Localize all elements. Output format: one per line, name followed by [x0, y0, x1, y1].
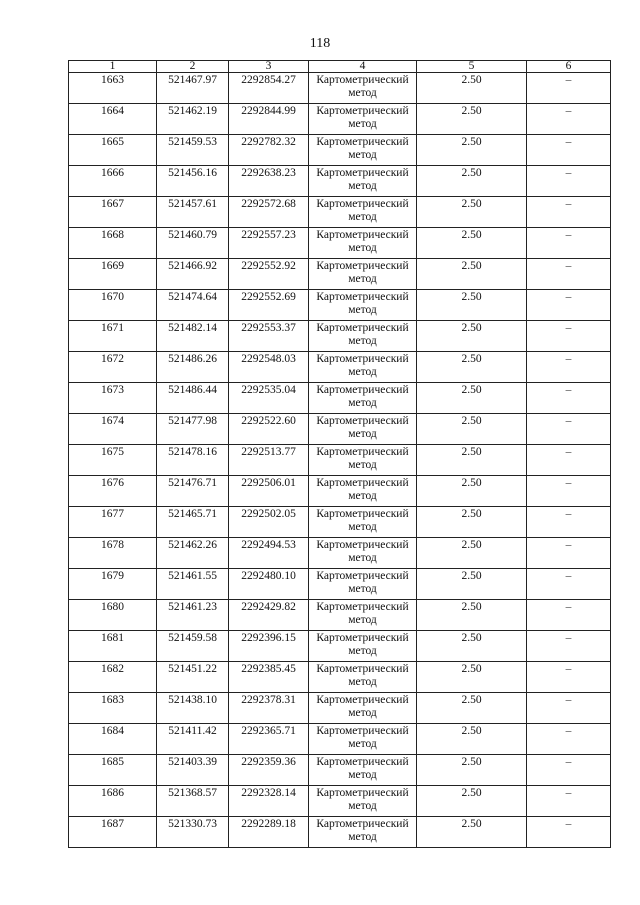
table-row — [69, 352, 611, 383]
table-row — [69, 321, 611, 352]
method-cell: Картометрический метод — [309, 600, 417, 631]
table-row — [69, 228, 611, 259]
method-cell: Картометрический метод — [309, 724, 417, 755]
note-cell: – — [527, 631, 611, 662]
precision-cell: 2.50 — [417, 352, 527, 383]
precision-cell: 2.50 — [417, 786, 527, 817]
note-cell: – — [527, 73, 611, 104]
x-coordinate-cell: 521438.10 — [157, 693, 229, 724]
point-number-cell: 1687 — [69, 817, 157, 848]
coordinates-table — [68, 60, 611, 848]
y-coordinate-cell: 2292638.23 — [229, 166, 309, 197]
precision-cell: 2.50 — [417, 197, 527, 228]
table-row — [69, 755, 611, 786]
method-cell: Картометрический метод — [309, 631, 417, 662]
note-cell: – — [527, 445, 611, 476]
point-number-cell: 1678 — [69, 538, 157, 569]
table-row — [69, 538, 611, 569]
y-coordinate-cell: 2292359.36 — [229, 755, 309, 786]
table-body — [69, 73, 611, 848]
x-coordinate-cell: 521486.44 — [157, 383, 229, 414]
x-coordinate-cell: 521476.71 — [157, 476, 229, 507]
method-cell: Картометрический метод — [309, 259, 417, 290]
table-row — [69, 290, 611, 321]
note-cell: – — [527, 135, 611, 166]
method-cell: Картометрический метод — [309, 228, 417, 259]
table-row — [69, 259, 611, 290]
note-cell: – — [527, 259, 611, 290]
method-cell: Картометрический метод — [309, 166, 417, 197]
precision-cell: 2.50 — [417, 414, 527, 445]
precision-cell: 2.50 — [417, 383, 527, 414]
table-row — [69, 414, 611, 445]
method-cell: Картометрический метод — [309, 414, 417, 445]
note-cell: – — [527, 197, 611, 228]
method-cell: Картометрический метод — [309, 693, 417, 724]
method-cell: Картометрический метод — [309, 290, 417, 321]
precision-cell: 2.50 — [417, 817, 527, 848]
column-header-1: 1 — [69, 61, 157, 73]
column-header-6: 6 — [527, 61, 611, 73]
note-cell: – — [527, 321, 611, 352]
method-cell: Картометрический метод — [309, 445, 417, 476]
table-row — [69, 166, 611, 197]
precision-cell: 2.50 — [417, 445, 527, 476]
point-number-cell: 1669 — [69, 259, 157, 290]
method-cell: Картометрический метод — [309, 507, 417, 538]
y-coordinate-cell: 2292289.18 — [229, 817, 309, 848]
precision-cell: 2.50 — [417, 228, 527, 259]
table-row — [69, 724, 611, 755]
y-coordinate-cell: 2292548.03 — [229, 352, 309, 383]
y-coordinate-cell: 2292557.23 — [229, 228, 309, 259]
point-number-cell: 1679 — [69, 569, 157, 600]
note-cell: – — [527, 786, 611, 817]
y-coordinate-cell: 2292429.82 — [229, 600, 309, 631]
column-header-3: 3 — [229, 61, 309, 73]
method-cell: Картометрический метод — [309, 569, 417, 600]
table-row — [69, 693, 611, 724]
note-cell: – — [527, 414, 611, 445]
point-number-cell: 1677 — [69, 507, 157, 538]
header-row — [69, 61, 611, 73]
precision-cell: 2.50 — [417, 290, 527, 321]
precision-cell: 2.50 — [417, 73, 527, 104]
x-coordinate-cell: 521368.57 — [157, 786, 229, 817]
y-coordinate-cell: 2292844.99 — [229, 104, 309, 135]
point-number-cell: 1673 — [69, 383, 157, 414]
method-cell: Картометрический метод — [309, 817, 417, 848]
note-cell: – — [527, 569, 611, 600]
method-cell: Картометрический метод — [309, 662, 417, 693]
point-number-cell: 1675 — [69, 445, 157, 476]
note-cell: – — [527, 817, 611, 848]
table-row — [69, 817, 611, 848]
x-coordinate-cell: 521486.26 — [157, 352, 229, 383]
point-number-cell: 1674 — [69, 414, 157, 445]
precision-cell: 2.50 — [417, 104, 527, 135]
point-number-cell: 1666 — [69, 166, 157, 197]
column-header-4: 4 — [309, 61, 417, 73]
y-coordinate-cell: 2292854.27 — [229, 73, 309, 104]
note-cell: – — [527, 693, 611, 724]
note-cell: – — [527, 352, 611, 383]
x-coordinate-cell: 521403.39 — [157, 755, 229, 786]
y-coordinate-cell: 2292396.15 — [229, 631, 309, 662]
method-cell: Картометрический метод — [309, 104, 417, 135]
precision-cell: 2.50 — [417, 600, 527, 631]
note-cell: – — [527, 755, 611, 786]
x-coordinate-cell: 521451.22 — [157, 662, 229, 693]
point-number-cell: 1671 — [69, 321, 157, 352]
method-cell: Картометрический метод — [309, 383, 417, 414]
table-row — [69, 600, 611, 631]
note-cell: – — [527, 166, 611, 197]
y-coordinate-cell: 2292378.31 — [229, 693, 309, 724]
point-number-cell: 1664 — [69, 104, 157, 135]
point-number-cell: 1665 — [69, 135, 157, 166]
y-coordinate-cell: 2292385.45 — [229, 662, 309, 693]
method-cell: Картометрический метод — [309, 321, 417, 352]
note-cell: – — [527, 662, 611, 693]
table-row — [69, 569, 611, 600]
x-coordinate-cell: 521460.79 — [157, 228, 229, 259]
method-cell: Картометрический метод — [309, 73, 417, 104]
x-coordinate-cell: 521467.97 — [157, 73, 229, 104]
point-number-cell: 1670 — [69, 290, 157, 321]
point-number-cell: 1676 — [69, 476, 157, 507]
x-coordinate-cell: 521462.26 — [157, 538, 229, 569]
table-header — [69, 61, 611, 73]
y-coordinate-cell: 2292553.37 — [229, 321, 309, 352]
y-coordinate-cell: 2292502.05 — [229, 507, 309, 538]
y-coordinate-cell: 2292572.68 — [229, 197, 309, 228]
note-cell: – — [527, 600, 611, 631]
table-row — [69, 507, 611, 538]
x-coordinate-cell: 521466.92 — [157, 259, 229, 290]
column-header-2: 2 — [157, 61, 229, 73]
y-coordinate-cell: 2292365.71 — [229, 724, 309, 755]
method-cell: Картометрический метод — [309, 786, 417, 817]
point-number-cell: 1684 — [69, 724, 157, 755]
point-number-cell: 1683 — [69, 693, 157, 724]
precision-cell: 2.50 — [417, 507, 527, 538]
method-cell: Картометрический метод — [309, 197, 417, 228]
precision-cell: 2.50 — [417, 631, 527, 662]
x-coordinate-cell: 521478.16 — [157, 445, 229, 476]
y-coordinate-cell: 2292494.53 — [229, 538, 309, 569]
note-cell: – — [527, 476, 611, 507]
y-coordinate-cell: 2292522.60 — [229, 414, 309, 445]
x-coordinate-cell: 521462.19 — [157, 104, 229, 135]
point-number-cell: 1686 — [69, 786, 157, 817]
precision-cell: 2.50 — [417, 662, 527, 693]
precision-cell: 2.50 — [417, 321, 527, 352]
point-number-cell: 1680 — [69, 600, 157, 631]
note-cell: – — [527, 290, 611, 321]
precision-cell: 2.50 — [417, 538, 527, 569]
x-coordinate-cell: 521465.71 — [157, 507, 229, 538]
column-header-5: 5 — [417, 61, 527, 73]
y-coordinate-cell: 2292535.04 — [229, 383, 309, 414]
method-cell: Картометрический метод — [309, 755, 417, 786]
table-row — [69, 476, 611, 507]
precision-cell: 2.50 — [417, 135, 527, 166]
precision-cell: 2.50 — [417, 569, 527, 600]
note-cell: – — [527, 104, 611, 135]
x-coordinate-cell: 521474.64 — [157, 290, 229, 321]
method-cell: Картометрический метод — [309, 538, 417, 569]
table-row — [69, 73, 611, 104]
x-coordinate-cell: 521456.16 — [157, 166, 229, 197]
point-number-cell: 1681 — [69, 631, 157, 662]
table-row — [69, 662, 611, 693]
x-coordinate-cell: 521330.73 — [157, 817, 229, 848]
precision-cell: 2.50 — [417, 476, 527, 507]
method-cell: Картометрический метод — [309, 352, 417, 383]
x-coordinate-cell: 521459.58 — [157, 631, 229, 662]
precision-cell: 2.50 — [417, 755, 527, 786]
table-row — [69, 135, 611, 166]
point-number-cell: 1667 — [69, 197, 157, 228]
precision-cell: 2.50 — [417, 693, 527, 724]
table-row — [69, 786, 611, 817]
x-coordinate-cell: 521482.14 — [157, 321, 229, 352]
table-row — [69, 383, 611, 414]
precision-cell: 2.50 — [417, 724, 527, 755]
y-coordinate-cell: 2292480.10 — [229, 569, 309, 600]
table-row — [69, 104, 611, 135]
y-coordinate-cell: 2292552.92 — [229, 259, 309, 290]
point-number-cell: 1682 — [69, 662, 157, 693]
point-number-cell: 1663 — [69, 73, 157, 104]
y-coordinate-cell: 2292506.01 — [229, 476, 309, 507]
x-coordinate-cell: 521477.98 — [157, 414, 229, 445]
y-coordinate-cell: 2292552.69 — [229, 290, 309, 321]
method-cell: Картометрический метод — [309, 135, 417, 166]
y-coordinate-cell: 2292782.32 — [229, 135, 309, 166]
table-row — [69, 631, 611, 662]
note-cell: – — [527, 383, 611, 414]
y-coordinate-cell: 2292513.77 — [229, 445, 309, 476]
note-cell: – — [527, 724, 611, 755]
y-coordinate-cell: 2292328.14 — [229, 786, 309, 817]
page-number: 118 — [309, 36, 331, 51]
point-number-cell: 1685 — [69, 755, 157, 786]
x-coordinate-cell: 521411.42 — [157, 724, 229, 755]
note-cell: – — [527, 538, 611, 569]
table-row — [69, 445, 611, 476]
precision-cell: 2.50 — [417, 259, 527, 290]
point-number-cell: 1672 — [69, 352, 157, 383]
x-coordinate-cell: 521459.53 — [157, 135, 229, 166]
x-coordinate-cell: 521461.55 — [157, 569, 229, 600]
point-number-cell: 1668 — [69, 228, 157, 259]
method-cell: Картометрический метод — [309, 476, 417, 507]
precision-cell: 2.50 — [417, 166, 527, 197]
note-cell: – — [527, 507, 611, 538]
x-coordinate-cell: 521461.23 — [157, 600, 229, 631]
x-coordinate-cell: 521457.61 — [157, 197, 229, 228]
note-cell: – — [527, 228, 611, 259]
table-row — [69, 197, 611, 228]
